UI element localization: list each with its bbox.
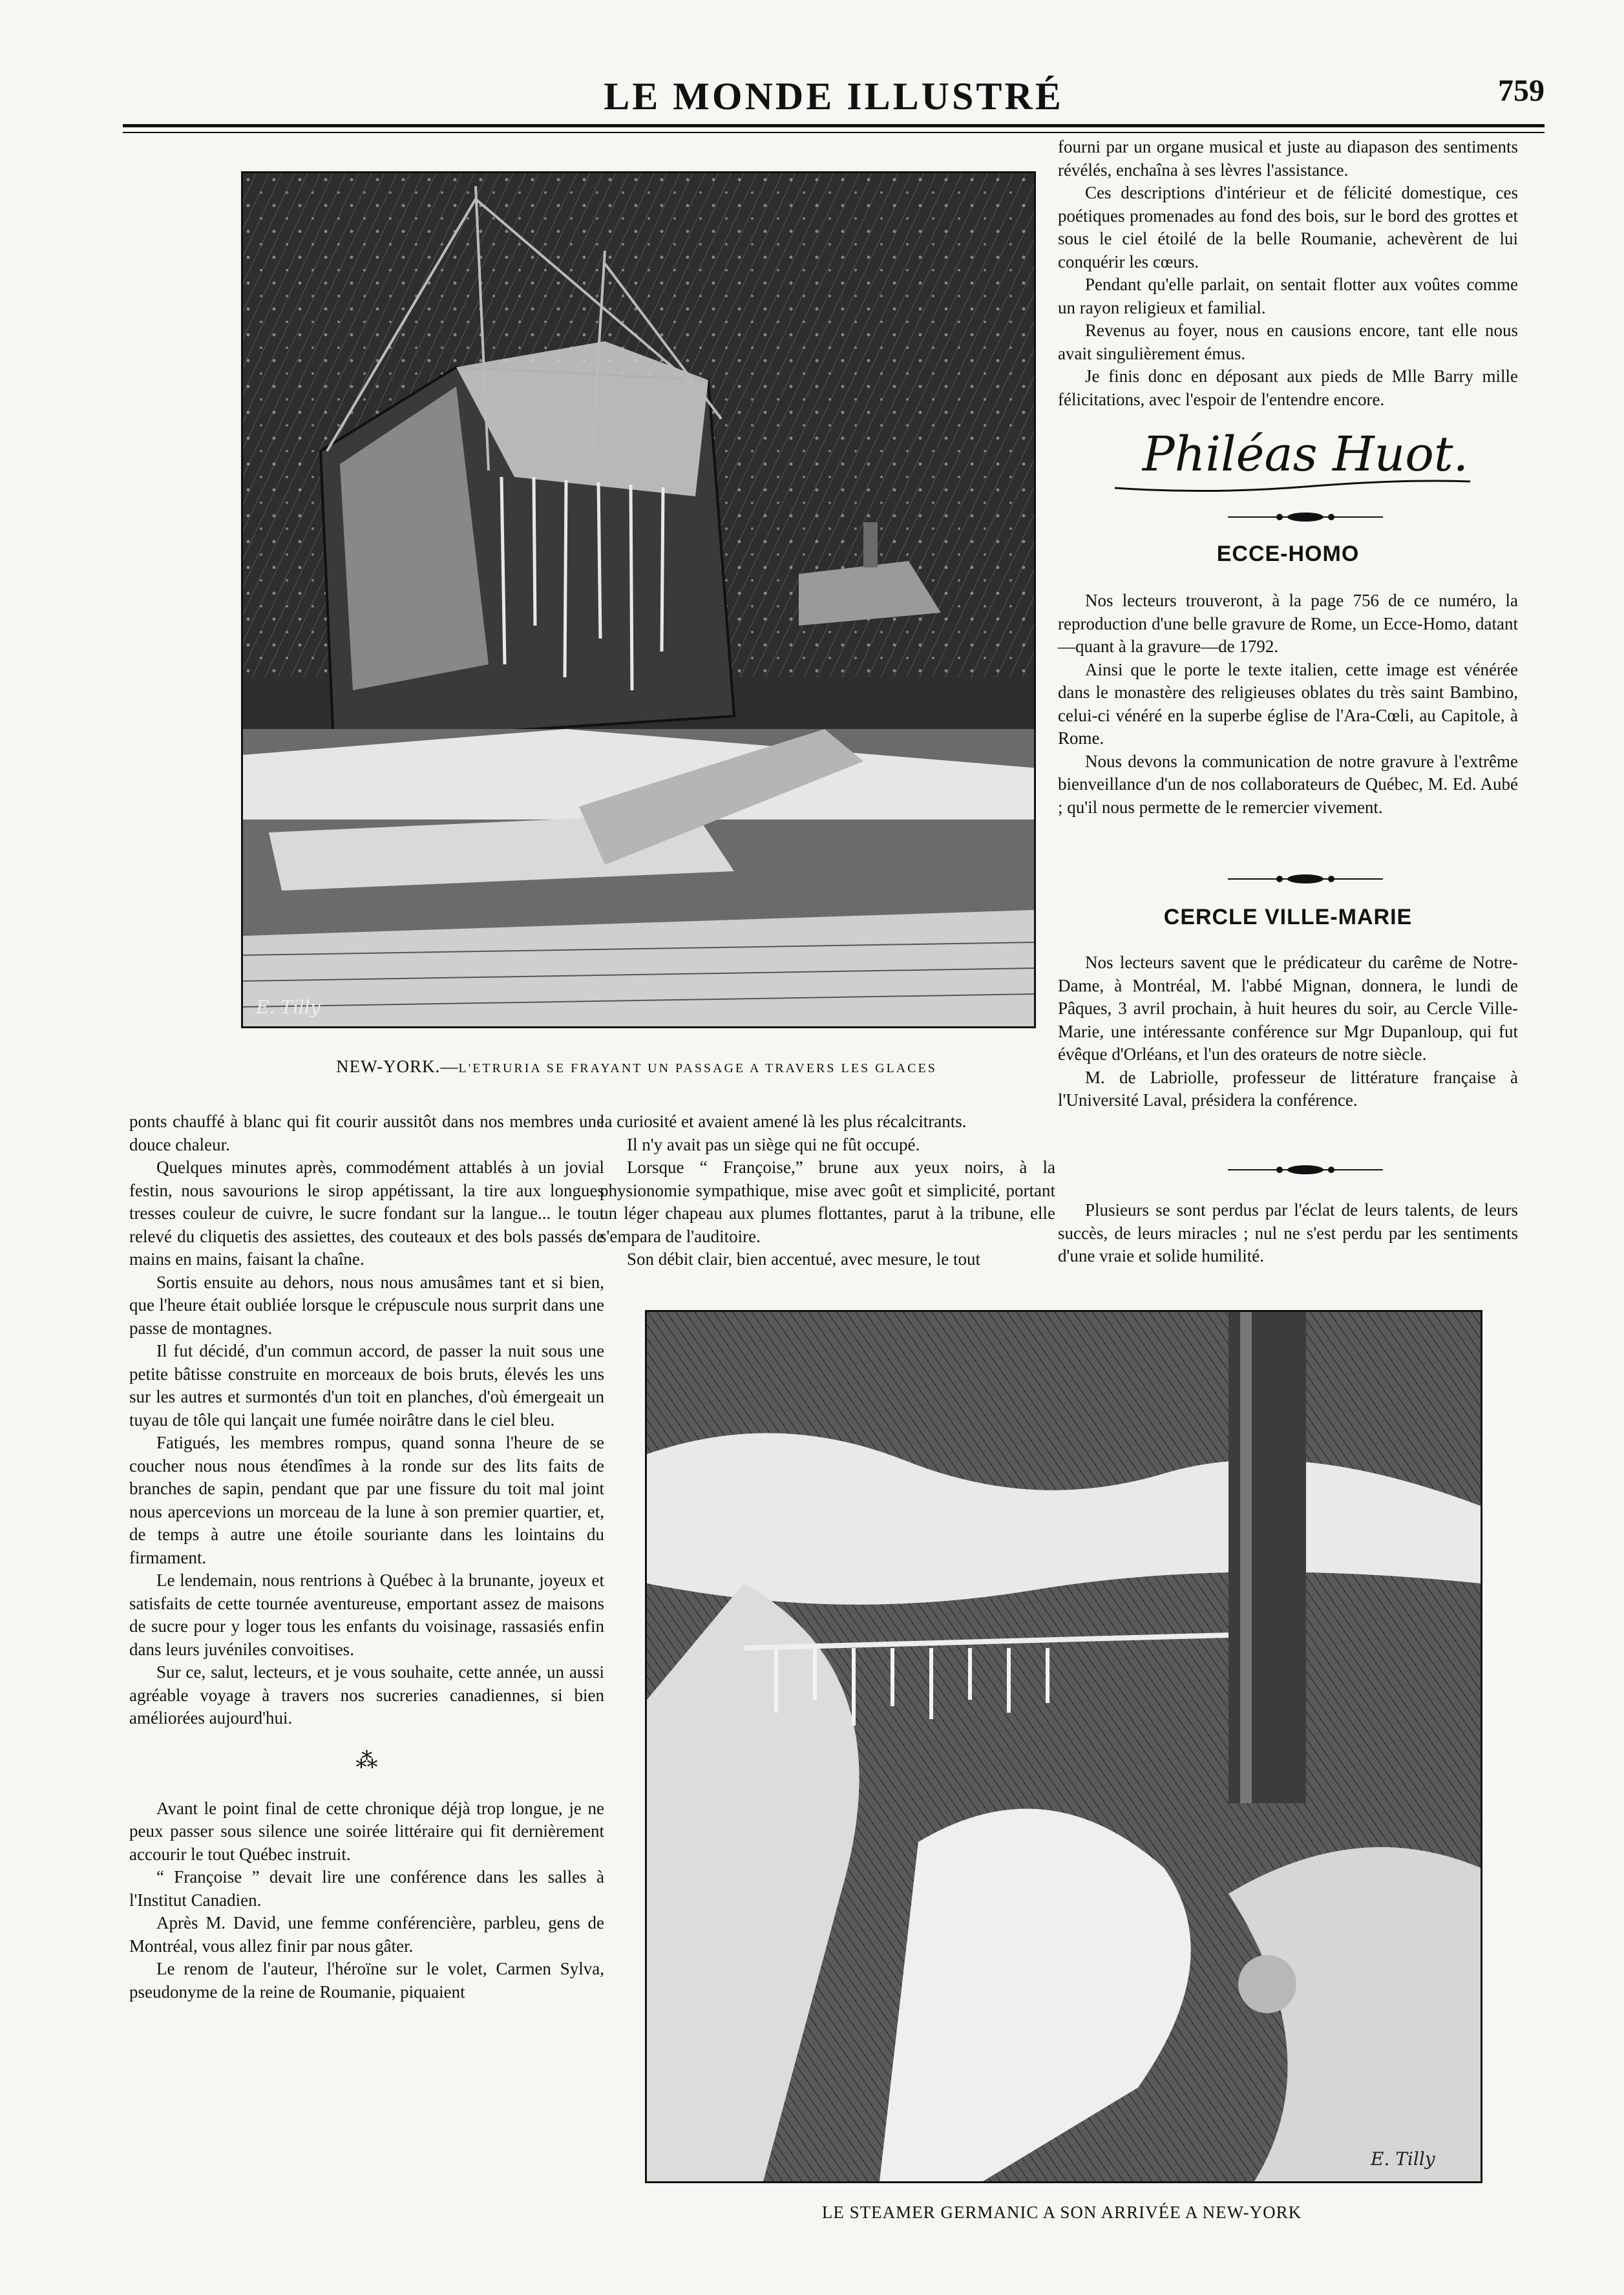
paragraph: Nos lecteurs trouveront, à la page 756 de ce numéro, la reproduction d'une belle gravure de Rome, un Ecce-Homo, datant—quant à la gravure—de 1792. [1058, 591, 1518, 656]
maxim-text [1058, 1199, 1518, 1268]
etruria-ship-illustration [243, 173, 1034, 1026]
paragraph: Quelques minutes après, commodément attablés à un jovial festin, nous savourions le sirop appétissant, la tire aux longues tresses couleur de cuivre, le sucre fondant sur la langue... le tout relevé du cliquetis des assiettes, des couteaux et des bols passés de mains en mains, faisant la chaîne. [129, 1158, 604, 1269]
paragraph: Nos lecteurs savent que le prédicateur du carême de Notre-Dame, à Montréal, M. l'abbé Mignan, donnera, le lundi de Pâques, 3 avril prochain, à huit heures du soir, au Cercle Ville-Marie, une intéressante conférence sur Mgr Dupanloup, qui fut évêque d'Orléans, et l'un des orateurs de notre siècle. [1058, 953, 1518, 1064]
page-number: 759 [1498, 74, 1545, 108]
paragraph: Il fut décidé, d'un commun accord, de passer la nuit sous une petite bâtisse construite en morceaux de bois bruts, élevés les uns sur les autres et surmontés d'un toit en planches, d'où émergeait un tuyau de tôle qui lançait une fumée noirâtre dans le ciel bleu. [129, 1341, 604, 1430]
paragraph: Je finis donc en déposant aux pieds de Mlle Barry mille félicitations, avec l'espoir de l'entendre encore. [1058, 366, 1518, 409]
signature-flourish [1112, 475, 1473, 498]
engraving-germanic [645, 1310, 1482, 2183]
divider-ornament-icon [1228, 1163, 1383, 1176]
engraving-signature: E. Tilly [256, 997, 321, 1018]
right-column-top [1058, 136, 1518, 411]
ornament-divider [1228, 1163, 1383, 1179]
caption-etruria-text: L'ETRURIA SE FRAYANT UN PASSAGE A TRAVERS LES GLACES [458, 1061, 937, 1075]
left-column [129, 1110, 604, 2004]
ornament-divider [1228, 511, 1383, 527]
paragraph: Revenus au foyer, nous en causions encore, tant elle nous avait singulièrement émus. [1058, 321, 1518, 363]
paragraph: la curiosité et avaient amené là les plus récalcitrants. [600, 1112, 967, 1131]
engraving-signature: E. Tilly [1371, 2148, 1435, 2170]
middle-column [600, 1110, 1055, 1271]
paragraph: Ainsi que le porte le texte italien, cette image est vénérée dans le monastère des religieuses oblates du très saint Bambino, celui-ci vénéré en la superbe église de l'Ara-Cœli, au Capitole, à Rome. [1058, 659, 1518, 748]
paragraph: Nous devons la communication de notre gravure à l'extrême bienveillance d'un de nos collaborateurs de Québec, M. Ed. Aubé ; qu'il nous permette de le remercier vivement. [1058, 751, 1518, 817]
flourish-icon [1112, 475, 1473, 494]
caption-germanic: LE STEAMER GERMANIC A SON ARRIVÉE A NEW-YORK [821, 2203, 1302, 2222]
newspaper-title: LE MONDE ILLUSTRÉ [604, 75, 1064, 118]
paragraph: Lorsque “ Françoise,” brune aux yeux noirs, à la physionomie sympathique, mise avec goût et simplicité, portant un léger chapeau aux plumes flottantes, parut à la tribune, elle s'empara de l'auditoire. [600, 1158, 1055, 1246]
paragraph: fourni par un organe musical et juste au diapason des sentiments révélés, enchaîna à ses lèvres l'assistance. [1058, 137, 1518, 180]
germanic-deck-illustration [647, 1312, 1481, 2181]
heading-ecce-homo: ECCE-HOMO [1216, 542, 1360, 566]
cercle-article [1058, 951, 1518, 1112]
ornament-divider [1228, 873, 1383, 889]
paragraph: “ Françoise ” devait lire une conférence dans les salles à l'Institut Canadien. [129, 1867, 604, 1910]
paragraph: Sur ce, salut, lecteurs, et je vous souhaite, cette année, un aussi agréable voyage à travers nos sucreries canadiennes, si bien améliorées aujourd'hui. [129, 1662, 604, 1728]
section-asterism: ⁂ [355, 1748, 378, 1773]
paragraph: Ces descriptions d'intérieur et de félicité domestique, ces poétiques promenades au fond des bois, sur le bord des grottes et sous le ciel étoilé de la belle Roumanie, achevèrent de lui conquérir les cœurs. [1058, 183, 1518, 271]
paragraph: Le lendemain, nous rentrions à Québec à la brunante, joyeux et satisfaits de cette tournée aventureuse, emportant assez de maisons de sucre pour y loger tous les enfants du voisinage, rassasiés enfin dans leurs juvéniles convoitises. [129, 1571, 604, 1659]
paragraph: M. de Labriolle, professeur de littérature française à l'Université Laval, présidera la conférence. [1058, 1067, 1518, 1110]
masthead-rule-thin [123, 132, 1545, 133]
divider-ornament-icon [1228, 873, 1383, 885]
engraving-etruria [241, 171, 1036, 1028]
author-signature: Philéas Huot. [1142, 427, 1469, 482]
paragraph: Avant le point final de cette chronique déjà trop longue, je ne peux passer sous silence une soirée littéraire qui fit dernièrement accourir le tout Québec instruit. [129, 1798, 604, 1864]
paragraph: ponts chauffé à blanc qui fit courir aussitôt dans nos membres une douce chaleur. [129, 1112, 604, 1154]
ecce-homo-article [1058, 589, 1518, 819]
caption-etruria-place: NEW-YORK.— [336, 1057, 459, 1076]
paragraph: Sortis ensuite au dehors, nous nous amusâmes tant et si bien, que l'heure était oubliée lorsque le crépuscule nous surprit dans une passe de montagnes. [129, 1272, 604, 1338]
paragraph: Pendant qu'elle parlait, on sentait flotter aux voûtes comme un rayon religieux et familial. [1058, 275, 1518, 317]
heading-cercle-ville-marie: CERCLE VILLE-MARIE [1163, 905, 1413, 929]
paragraph: Après M. David, une femme conférencière, parbleu, gens de Montréal, vous allez finir par nous gâter. [129, 1913, 604, 1956]
divider-ornament-icon [1228, 511, 1383, 524]
paragraph: Le renom de l'auteur, l'héroïne sur le volet, Carmen Sylva, pseudonyme de la reine de Roumanie, piquaient [129, 1959, 604, 2002]
paragraph: Il n'y avait pas un siège qui ne fût occupé. [627, 1134, 920, 1154]
masthead [123, 68, 1545, 120]
paragraph: Fatigués, les membres rompus, quand sonna l'heure de se coucher nous nous étendîmes à la ronde sur des lits faits de branches de sapin, pendant que par une fissure du toit mal joint nous apercevions un morceau de la lune à son premier quartier, et, de temps à autre une étoile souriante dans les lointains du firmament. [129, 1433, 604, 1567]
paragraph: Plusieurs se sont perdus par l'éclat de leurs talents, de leurs succès, de leurs miracles ; nul ne s'est perdu par les sentiments d'une vraie et solide humilité. [1058, 1200, 1518, 1265]
caption-etruria [241, 1057, 1032, 1077]
masthead-rule-thick [123, 124, 1545, 127]
paragraph: Son débit clair, bien accentué, avec mesure, le tout [627, 1249, 980, 1269]
